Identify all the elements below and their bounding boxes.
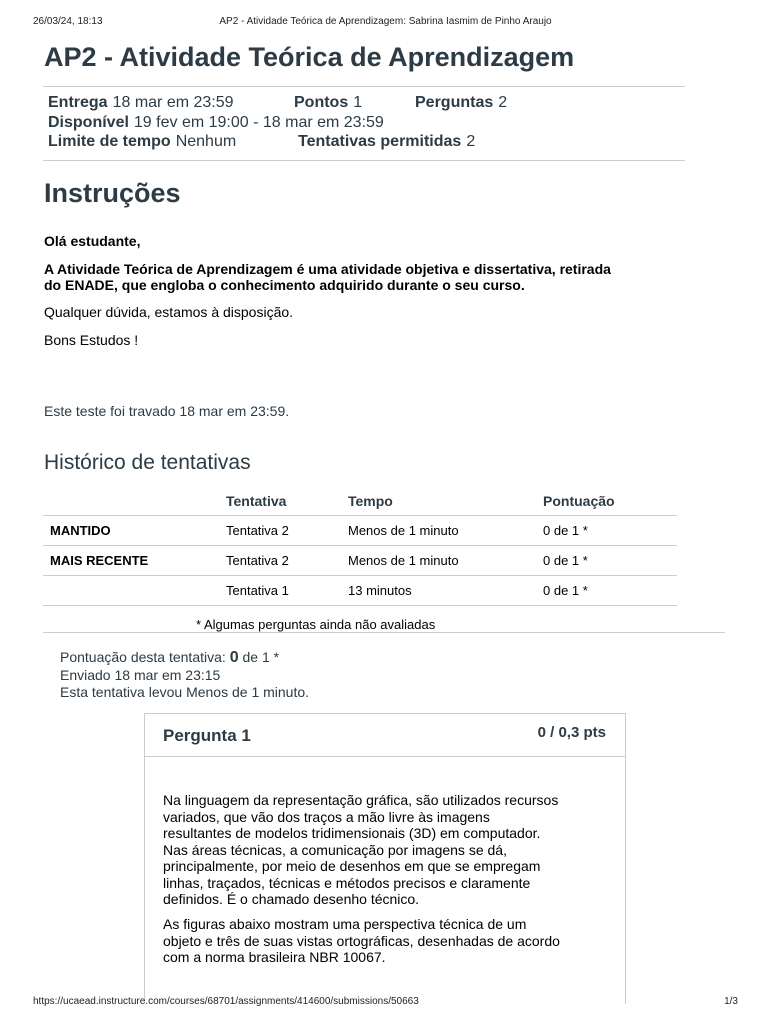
question-line: principalmente, por meio de desenhos em que se empregam	[163, 858, 541, 874]
table-row	[43, 516, 677, 546]
score-prefix: Pontuação desta tentativa:	[60, 649, 230, 665]
score-suffix: de 1 *	[238, 649, 280, 665]
question-line: Nas áreas técnicas, a comunicação por imagens se dá,	[163, 841, 507, 858]
history-header: Tempo	[341, 486, 536, 516]
question-line: objeto e três de suas vistas ortográficas, desenhadas de acordo	[163, 932, 560, 949]
divider	[43, 86, 685, 87]
detail-disponivel	[48, 114, 384, 132]
question-title: Pergunta 1	[163, 726, 251, 745]
attempt-status: MANTIDO	[43, 516, 219, 546]
detail-value: 18 mar em 23:59	[112, 94, 234, 111]
page-title: AP2 - Atividade Teórica de Aprendizagem	[44, 42, 575, 72]
greeting: Olá estudante,	[44, 233, 141, 249]
detail-label: Tentativas permitidas	[298, 133, 462, 150]
attempt-link[interactable]: Tentativa 2	[219, 546, 341, 576]
detail-label: Limite de tempo	[48, 133, 171, 150]
history-title: Histórico de tentativas	[44, 451, 251, 474]
detail-tentativas	[298, 133, 475, 151]
print-page-title: AP2 - Atividade Teórica de Aprendizagem: Sabrina Iasmim de Pinho Araujo	[219, 16, 552, 27]
attempt-link[interactable]: Tentativa 2	[219, 516, 341, 546]
question-points: 0 / 0,3 pts	[537, 724, 606, 741]
question-card	[144, 713, 626, 1004]
detail-label: Perguntas	[415, 94, 494, 111]
attempt-time: Menos de 1 minuto	[341, 516, 536, 546]
print-url: https://ucaead.instructure.com/courses/68701/assignments/414600/submissions/50663	[33, 996, 419, 1007]
table-row	[43, 546, 677, 576]
print-footer	[33, 996, 738, 1010]
attempt-link[interactable]: Tentativa 1	[219, 576, 341, 606]
detail-label: Pontos	[294, 94, 349, 111]
question-line: As figuras abaixo mostram uma perspectiva técnica de um	[163, 916, 527, 932]
history-header	[43, 486, 219, 516]
detail-perguntas	[415, 94, 507, 112]
detail-value: 1	[353, 94, 363, 111]
detail-value: Nenhum	[175, 133, 237, 150]
question-line: definidos. É o chamado desenho técnico.	[163, 891, 420, 907]
detail-label: Entrega	[48, 94, 108, 111]
history-table	[43, 486, 677, 606]
attempt-score: 0 de 1 *	[536, 516, 677, 546]
detail-value: 2	[498, 94, 508, 111]
instructions-title: Instruções	[44, 178, 181, 208]
question-line: Na linguagem da representação gráfica, são utilizados recursos	[163, 792, 559, 808]
attempt-score: 0 de 1 *	[536, 576, 677, 606]
attempt-score-summary	[60, 649, 279, 667]
detail-entrega	[48, 94, 234, 112]
table-row	[43, 576, 677, 606]
detail-label: Disponível	[48, 114, 129, 131]
description-line: A Atividade Teórica de Aprendizagem é uma atividade objetiva e dissertativa, retirada	[44, 261, 611, 277]
question-line: linhas, traçados, técnicas e métodos precisos e claramente	[163, 874, 531, 891]
detail-value: 2	[466, 133, 476, 150]
detail-limite	[48, 133, 236, 151]
print-page-number: 1/3	[724, 996, 738, 1007]
score-value: 0	[229, 649, 239, 666]
question-line: resultantes de modelos tridimensionais (3D) em computador.	[163, 825, 541, 841]
history-footnote: * Algumas perguntas ainda não avaliadas	[196, 617, 436, 632]
history-header: Pontuação	[536, 486, 677, 516]
attempt-duration: Esta tentativa levou Menos de 1 minuto.	[60, 684, 310, 700]
divider	[43, 632, 725, 633]
history-header: Tentativa	[219, 486, 341, 516]
question-paragraph-1	[163, 792, 603, 908]
detail-pontos	[294, 94, 362, 112]
detail-value: 19 fev em 19:00 - 18 mar em 23:59	[133, 114, 384, 131]
question-header	[145, 714, 625, 757]
farewell-text: Bons Estudos !	[44, 332, 139, 348]
attempt-status: MAIS RECENTE	[43, 546, 219, 576]
print-date: 26/03/24, 18:13	[33, 16, 103, 27]
attempt-time: 13 minutos	[341, 576, 536, 606]
attempt-time: Menos de 1 minuto	[341, 546, 536, 576]
doubts-text: Qualquer dúvida, estamos à disposição.	[44, 304, 294, 320]
print-header	[33, 16, 738, 30]
divider	[43, 160, 685, 161]
description-line: do ENADE, que engloba o conhecimento adquirido durante o seu curso.	[44, 277, 525, 293]
question-line: com a norma brasileira NBR 10067.	[163, 949, 386, 965]
lock-message: Este teste foi travado 18 mar em 23:59.	[44, 403, 290, 419]
attempt-score: 0 de 1 *	[536, 546, 677, 576]
submitted-time: Enviado 18 mar em 23:15	[60, 667, 221, 683]
history-header-row	[43, 486, 677, 516]
attempt-status	[43, 576, 219, 606]
question-paragraph-2	[163, 916, 603, 966]
question-line: variados, que vão dos traços a mão livre às imagens	[163, 808, 490, 825]
